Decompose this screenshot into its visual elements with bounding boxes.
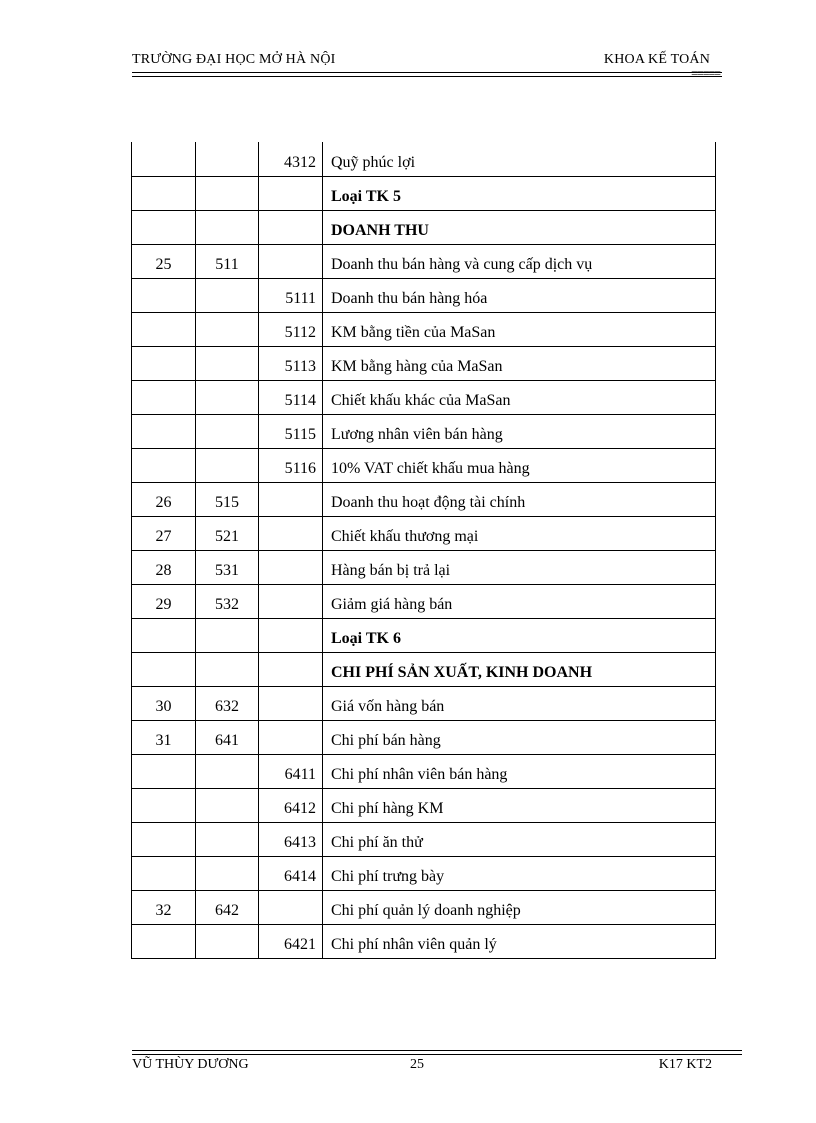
row-account-name-cell: 10% VAT chiết khấu mua hàng xyxy=(323,448,716,482)
row-level2-account-cell: 4312 xyxy=(259,142,323,176)
row-account-name-cell: Hàng bán bị trả lại xyxy=(323,550,716,584)
chart-of-accounts-table xyxy=(131,142,716,959)
table-row xyxy=(132,686,716,720)
table-row xyxy=(132,142,716,176)
table-row xyxy=(132,346,716,380)
table-row xyxy=(132,618,716,652)
row-level2-account-cell: 5114 xyxy=(259,380,323,414)
table-row xyxy=(132,856,716,890)
row-level1-account-cell xyxy=(196,618,259,652)
row-level1-account-cell: 531 xyxy=(196,550,259,584)
row-level2-account-cell: 5111 xyxy=(259,278,323,312)
row-account-name-cell: CHI PHÍ SẢN XUẤT, KINH DOANH xyxy=(323,652,716,686)
table-row xyxy=(132,652,716,686)
row-level1-account-cell xyxy=(196,788,259,822)
row-order-cell: 29 xyxy=(132,584,196,618)
row-order-cell: 32 xyxy=(132,890,196,924)
footer-author: VŨ THÙY DƯƠNG xyxy=(132,1057,249,1072)
table-row xyxy=(132,482,716,516)
header-rule-bottom xyxy=(132,76,722,77)
footer-page-number: 25 xyxy=(410,1057,424,1072)
row-level2-account-cell xyxy=(259,720,323,754)
row-level1-account-cell: 515 xyxy=(196,482,259,516)
row-level2-account-cell: 6412 xyxy=(259,788,323,822)
row-account-name-cell: KM bằng tiền của MaSan xyxy=(323,312,716,346)
row-account-name-cell: Chi phí hàng KM xyxy=(323,788,716,822)
footer-class-code: K17 KT2 xyxy=(658,1057,712,1072)
row-level2-account-cell xyxy=(259,890,323,924)
row-level1-account-cell xyxy=(196,346,259,380)
row-level1-account-cell xyxy=(196,754,259,788)
row-level2-account-cell: 6414 xyxy=(259,856,323,890)
table-row xyxy=(132,312,716,346)
row-level1-account-cell xyxy=(196,312,259,346)
row-level2-account-cell xyxy=(259,686,323,720)
row-level2-account-cell xyxy=(259,210,323,244)
table-row xyxy=(132,448,716,482)
table-row xyxy=(132,380,716,414)
row-account-name-cell: DOANH THU xyxy=(323,210,716,244)
row-order-cell: 25 xyxy=(132,244,196,278)
row-level2-account-cell xyxy=(259,244,323,278)
row-level2-account-cell: 5115 xyxy=(259,414,323,448)
row-account-name-cell: Chi phí bán hàng xyxy=(323,720,716,754)
row-order-cell: 26 xyxy=(132,482,196,516)
header-rule-top xyxy=(132,72,722,73)
table-row xyxy=(132,890,716,924)
row-level1-account-cell xyxy=(196,380,259,414)
row-account-name-cell: Quỹ phúc lợi xyxy=(323,142,716,176)
row-order-cell xyxy=(132,380,196,414)
row-level1-account-cell xyxy=(196,924,259,958)
row-account-name-cell: Chi phí ăn thử xyxy=(323,822,716,856)
row-order-cell: 31 xyxy=(132,720,196,754)
row-account-name-cell: Chi phí nhân viên bán hàng xyxy=(323,754,716,788)
row-level1-account-cell xyxy=(196,414,259,448)
row-account-name-cell: Loại TK 5 xyxy=(323,176,716,210)
row-order-cell xyxy=(132,822,196,856)
row-level1-account-cell xyxy=(196,652,259,686)
row-order-cell xyxy=(132,754,196,788)
row-order-cell xyxy=(132,278,196,312)
row-order-cell: 27 xyxy=(132,516,196,550)
row-account-name-cell: Chi phí quản lý doanh nghiệp xyxy=(323,890,716,924)
row-level2-account-cell xyxy=(259,618,323,652)
table-row xyxy=(132,176,716,210)
row-account-name-cell: Doanh thu bán hàng và cung cấp dịch vụ xyxy=(323,244,716,278)
table-row xyxy=(132,516,716,550)
row-level1-account-cell xyxy=(196,856,259,890)
footer-rule-bottom xyxy=(132,1054,742,1055)
row-account-name-cell: Chi phí trưng bày xyxy=(323,856,716,890)
table-row xyxy=(132,584,716,618)
row-level1-account-cell xyxy=(196,822,259,856)
row-account-name-cell: Doanh thu hoạt động tài chính xyxy=(323,482,716,516)
table-row xyxy=(132,924,716,958)
header-school-name: TRƯỜNG ĐẠI HỌC MỞ HÀ NỘI xyxy=(132,52,336,67)
table-row xyxy=(132,210,716,244)
row-order-cell xyxy=(132,346,196,380)
row-level1-account-cell: 632 xyxy=(196,686,259,720)
row-level2-account-cell xyxy=(259,652,323,686)
row-level2-account-cell: 6411 xyxy=(259,754,323,788)
row-order-cell xyxy=(132,414,196,448)
row-account-name-cell: Giá vốn hàng bán xyxy=(323,686,716,720)
row-level2-account-cell: 5116 xyxy=(259,448,323,482)
row-order-cell xyxy=(132,210,196,244)
row-level2-account-cell xyxy=(259,176,323,210)
header-faculty-name: KHOA KẾ TOÁN xyxy=(603,52,710,67)
row-order-cell xyxy=(132,652,196,686)
row-order-cell xyxy=(132,448,196,482)
row-order-cell xyxy=(132,176,196,210)
row-level2-account-cell xyxy=(259,516,323,550)
table-row xyxy=(132,244,716,278)
table-row xyxy=(132,720,716,754)
row-order-cell: 30 xyxy=(132,686,196,720)
row-level1-account-cell: 521 xyxy=(196,516,259,550)
row-level2-account-cell xyxy=(259,482,323,516)
row-order-cell xyxy=(132,856,196,890)
table-row xyxy=(132,754,716,788)
row-level2-account-cell: 5112 xyxy=(259,312,323,346)
row-level1-account-cell xyxy=(196,176,259,210)
row-level2-account-cell: 6413 xyxy=(259,822,323,856)
chart-of-accounts-body xyxy=(132,142,716,958)
row-level1-account-cell xyxy=(196,448,259,482)
table-row xyxy=(132,550,716,584)
row-level1-account-cell: 641 xyxy=(196,720,259,754)
row-account-name-cell: Lương nhân viên bán hàng xyxy=(323,414,716,448)
row-level1-account-cell: 532 xyxy=(196,584,259,618)
table-row xyxy=(132,788,716,822)
footer-rule-top xyxy=(132,1050,742,1051)
row-order-cell xyxy=(132,788,196,822)
row-account-name-cell: Chiết khấu khác của MaSan xyxy=(323,380,716,414)
row-order-cell xyxy=(132,142,196,176)
row-level1-account-cell: 642 xyxy=(196,890,259,924)
table-row xyxy=(132,414,716,448)
row-account-name-cell: KM bằng hàng của MaSan xyxy=(323,346,716,380)
row-order-cell xyxy=(132,312,196,346)
row-order-cell xyxy=(132,618,196,652)
row-account-name-cell: Chiết khấu thương mại xyxy=(323,516,716,550)
row-level1-account-cell xyxy=(196,278,259,312)
row-account-name-cell: Doanh thu bán hàng hóa xyxy=(323,278,716,312)
row-order-cell: 28 xyxy=(132,550,196,584)
row-account-name-cell: Chi phí nhân viên quản lý xyxy=(323,924,716,958)
row-level2-account-cell xyxy=(259,584,323,618)
header-rule-tail: ===== xyxy=(691,66,720,80)
row-level2-account-cell: 5113 xyxy=(259,346,323,380)
row-account-name-cell: Loại TK 6 xyxy=(323,618,716,652)
table-row xyxy=(132,278,716,312)
table-row xyxy=(132,822,716,856)
row-level1-account-cell xyxy=(196,142,259,176)
row-level2-account-cell xyxy=(259,550,323,584)
row-order-cell xyxy=(132,924,196,958)
row-level1-account-cell: 511 xyxy=(196,244,259,278)
row-account-name-cell: Giảm giá hàng bán xyxy=(323,584,716,618)
row-level1-account-cell xyxy=(196,210,259,244)
row-level2-account-cell: 6421 xyxy=(259,924,323,958)
